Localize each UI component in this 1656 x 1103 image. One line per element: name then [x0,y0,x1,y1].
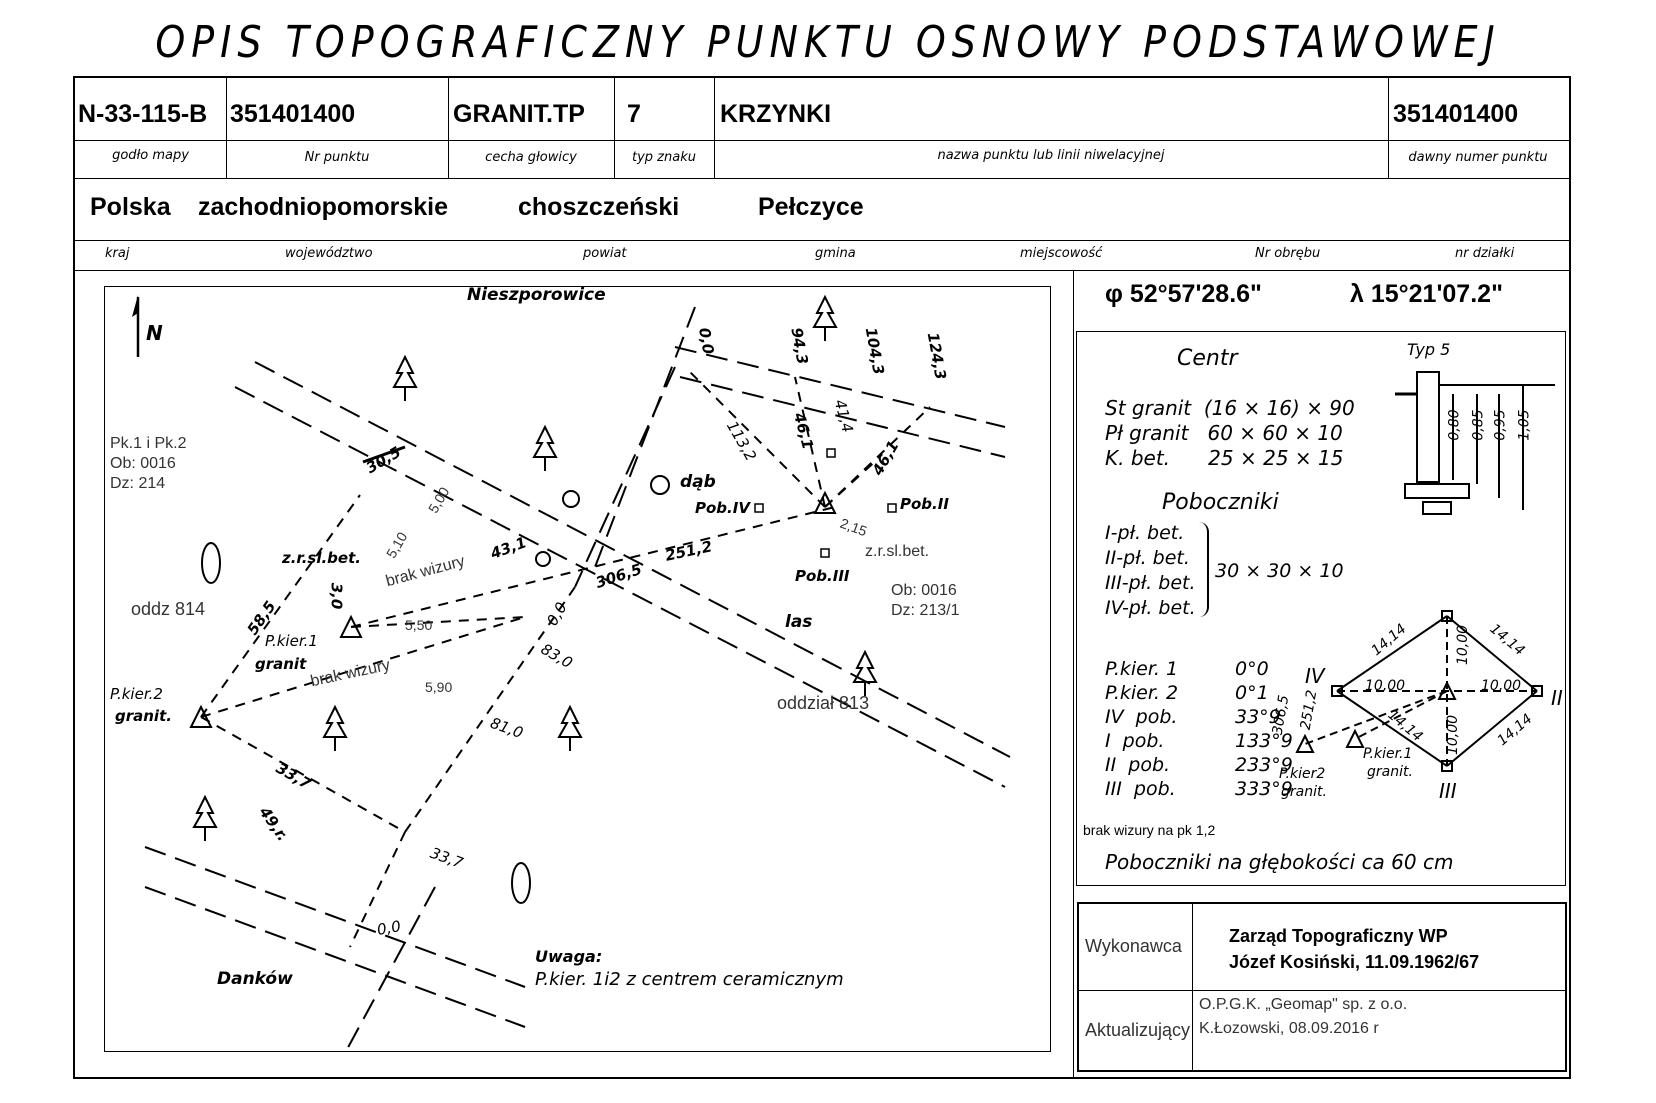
label-brak1: brak wizury [384,552,467,591]
sk-dist-8: 14,14 [1494,710,1536,750]
measure-0-0c: 0,0 [695,326,718,356]
label-pob4: Pob.IV [695,499,750,517]
forest-oddz814: oddz 814 [131,599,206,619]
point-name: KRZYNKI [720,100,832,128]
measure-49: 49,r. [255,803,292,845]
measure-5-10: 5,10 [382,529,411,561]
county: choszczeński [518,193,680,221]
col-divider [1192,904,1193,1070]
kier-name-5: II pob. [1105,754,1171,776]
label-granit1: granit [255,655,307,673]
caption-nr: Nr punktu [304,150,370,165]
sk-granit2: granit. [1281,784,1327,800]
measure-0-0b: 0,0 [375,917,403,939]
label-pkier1: P.kier.1 [265,632,318,650]
forest-oddzial813: oddział 813 [777,693,870,713]
caption-miejsc: miejscowość [1020,246,1103,261]
centr-row-1: St granit (16 × 16) × 90 [1105,396,1355,420]
sk-dist-2: 10,00 [1455,624,1472,666]
kier-val-3: 33°9 [1235,706,1281,728]
pob-depth-note: Poboczniki na głębokości ca 60 cm [1105,850,1454,874]
measure-81-0: 81,0 [487,713,526,743]
measure-41-4: 41,4 [830,397,857,435]
sk-dist-6: 14,14 [1384,706,1426,746]
pob-2: II-pł. bet. [1105,547,1190,569]
caption-nazwa: nazwa punktu lub linii niwelacyjnej [937,148,1165,163]
place-dankow: Danków [217,969,293,989]
measure-113-2: 113,2 [722,417,761,465]
caption-cecha: cecha głowicy [485,150,577,165]
kier-name-1: P.kier. 1 [1105,658,1179,680]
caption-obreb: Nr obrębu [1255,246,1321,261]
parcel-dz1: Dz: 214 [110,475,166,492]
tree-icons [194,297,876,903]
measure-306-5: 306,5 [593,560,645,592]
kier-name-3: IV pob. [1105,706,1178,728]
kier-name-2: P.kier. 2 [1105,682,1179,704]
country: Polska [90,193,171,221]
measure-2-15: 2,15 [838,514,870,540]
centr-dim-095: 0,95 [1492,409,1509,441]
centr-dim-080: 0,80 [1446,409,1463,441]
sign-type: 7 [627,100,641,128]
pob-heading: Poboczniki [1162,490,1279,515]
label-pkier2: P.kier.2 [110,685,163,703]
measure-5-00: 5,00 [424,484,453,516]
pob-size: 30 × 30 × 10 [1215,560,1344,582]
wykonawca-label: Wykonawca [1085,936,1182,956]
kier-val-5: 233°9 [1235,754,1293,776]
label-zrslbet2: z.r.sl.bet. [865,543,930,560]
measure-3-0: 3,0 [327,582,346,610]
kier-val-1: 0°0 [1235,658,1269,680]
godlo-value: N-33-115-B [78,100,208,128]
caption-kraj: kraj [105,246,130,261]
measure-124-3: 124,3 [923,331,950,381]
centr-row-3: K. bet. 25 × 25 × 15 [1105,446,1344,470]
row-divider [75,240,1569,241]
map-sketch [104,286,1051,1052]
centr-heading: Centr [1177,346,1238,371]
sk-dist-1: 14,14 [1368,620,1410,660]
sk-label-III: III [1439,779,1457,803]
row-divider [1079,990,1565,991]
brak-wizury-note: brak wizury na pk 1,2 [1083,822,1216,838]
centr-row-2: Pł granit 60 × 60 × 10 [1105,421,1343,445]
pob-1: I-pł. bet. [1105,522,1185,544]
label-brak2: brak wizury [309,656,392,691]
note-uwaga: Uwaga: [535,947,603,966]
measure-5-50: 5,50 [405,617,433,633]
sk-pk2: P.kier2 [1279,766,1326,782]
kier-val-4: 133°9 [1235,730,1293,752]
panel-divider [1073,270,1074,1079]
measure-43-1: 43,1 [488,533,529,563]
longitude: λ 15°21'07.2" [1350,280,1503,308]
measure-5-90: 5,90 [425,679,453,695]
measure-0-0a: 0,0 [543,599,571,629]
parcel-ob2: Ob: 0016 [891,582,957,599]
note-uwaga-text: P.kier. 1i2 z centrem ceramicznym [535,969,844,990]
centr-panel [1076,331,1566,886]
voivodeship: zachodniopomorskie [198,193,449,221]
measure-58-5: 58,5 [243,597,280,639]
centr-dim-085: 0,85 [1470,409,1487,441]
measure-33-7a: 33,7 [272,758,315,794]
parcel-pk12: Pk.1 i Pk.2 [110,435,187,452]
parcel-dz2: Dz: 213/1 [891,602,960,619]
caption-dawny: dawny numer punktu [1408,150,1548,165]
caption-gmina: gmina [815,246,856,261]
sk-granit: granit. [1367,764,1413,780]
label-las: las [785,612,813,632]
caption-dzialka: nr działki [1455,246,1515,261]
caption-powiat: powiat [583,246,627,261]
pob-4: IV-pł. bet. [1105,597,1196,619]
wykonawca-line-2: Józef Kosiński, 11.09.1962/67 [1229,952,1480,972]
parcel-ob1: Ob: 0016 [110,455,176,472]
label-pob2: Pob.II [900,495,949,513]
map-drawing [105,287,1051,1052]
commune: Pełczyce [758,193,864,221]
sk-label-II: II [1551,686,1563,710]
caption-godlo: godło mapy [112,148,189,163]
aktual-label: Aktualizujący [1085,1020,1191,1040]
pob-3: III-pł. bet. [1105,572,1196,594]
head-mark: GRANIT.TP [453,100,585,128]
former-number: 351401400 [1393,100,1519,128]
kier-val-6: 333°9 [1235,778,1293,800]
label-zrslbet: z.r.sl.bet. [282,549,361,567]
kier-name-6: III pob. [1105,778,1176,800]
kier-val-2: 0°1 [1235,682,1269,704]
label-pob3: Pob.III [795,567,850,585]
place-nieszporowice: Nieszporowice [467,286,606,305]
label-granit2: granit. [115,707,172,725]
pob-brace [1199,522,1209,617]
measure-251-2: 251,2 [663,537,714,565]
sk-dist-9: 306,5 [1269,693,1293,737]
aktual-line-1: O.P.G.K. „Geomap" sp. z o.o. [1199,996,1408,1013]
latitude: φ 52°57'28.6" [1105,280,1262,308]
north-arrow-icon: N [146,321,163,345]
centr-type: Typ 5 [1407,340,1451,359]
page-title: OPIS TOPOGRAFICZNY PUNKTU OSNOWY PODSTAWOWEJ [155,16,1501,68]
sk-dist-3: 14,14 [1486,620,1528,660]
sk-label-IV: IV [1305,664,1325,688]
caption-woj: województwo [285,246,373,261]
sk-dist-7: 10,00 [1445,714,1462,756]
measure-46-1b: 46,1 [868,437,903,479]
sk-dist-10: 251,2 [1297,688,1321,732]
row-divider [75,178,1569,179]
measure-30-5: 30,5 [362,442,405,478]
sk-dist-4: 10,00 [1365,678,1406,694]
centr-dim-105: 1,05 [1516,409,1533,441]
point-number: 351401400 [230,100,356,128]
measure-104-3: 104,3 [861,326,888,376]
row-divider [75,140,1569,141]
kier-name-4: I pob. [1105,730,1165,752]
col-divider [714,78,715,178]
sk-pk1: P.kier.1 [1363,746,1413,762]
sk-dist-5: 10,00 [1481,678,1522,694]
execution-table [1077,902,1567,1072]
row-divider [75,270,1569,271]
label-dab: dąb [680,472,716,492]
measure-83-0: 83,0 [537,639,576,673]
measure-94-3: 94,3 [787,326,812,366]
caption-typ: typ znaku [632,150,696,165]
measure-33-7b: 33,7 [427,843,466,873]
aktual-line-2: K.Łozowski, 08.09.2016 r [1199,1020,1379,1037]
wykonawca-line-1: Zarząd Topograficzny WP [1229,926,1448,946]
measure-46-1a: 46,1 [790,410,817,452]
